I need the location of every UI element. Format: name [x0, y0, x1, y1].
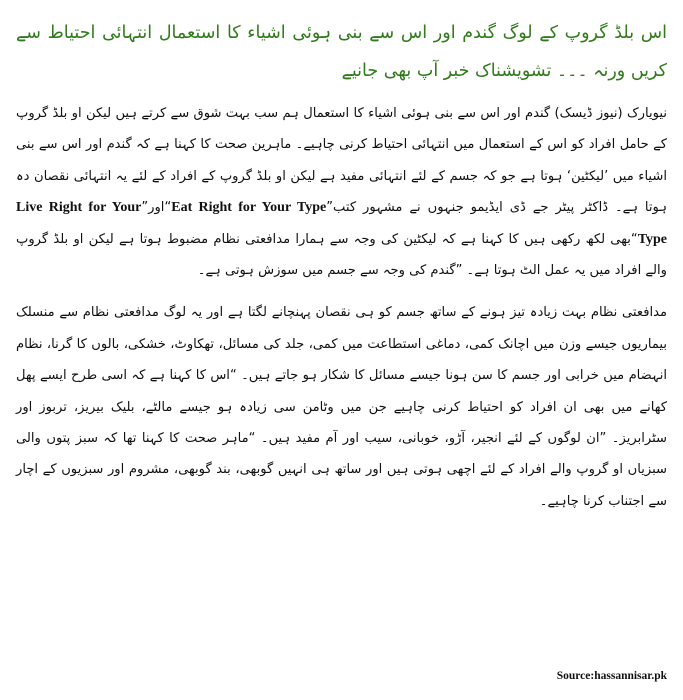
book-title-eat-right: Eat Right for Your Type — [171, 200, 327, 216]
article-headline: اس بلڈ گروپ کے لوگ گندم اور اس سے بنی ہوئی اشیاء کا استعمال انتہائی احتیاط سے کریں ورنہ ۔۔۔ تشویشناک خبر آپ بھی جانیے — [16, 23, 667, 81]
source-credit — [557, 670, 667, 682]
book-title-live-right: Live Right for Your Type — [16, 200, 667, 247]
paragraph-1-text-a: نیویارک (نیوز ڈیسک) گندم اور اس سے بنی ہوئی اشیاء کا استعمال ہم سب بہت شوق سے کرتے ہیں لیکن او بلڈ گروپ کے حامل افراد کو اس کے استعمال میں انتہائی احتیاط کرنی چاہیے۔ ماہرین صحت کا کہنا ہے کہ گندم اور اس سے بنی اشیاء میں ’لیکٹین‘ ہوتا ہے جو کہ جسم کے لئے انتہائی مفید ہے لیکن او بلڈ گروپ کے افراد کے لئے یہ انتہائی نقصان دہ ہوتا ہے۔ ڈاکٹر پیٹر جے ڈی ایڈیمو جنہوں نے مشہور کتب” — [16, 106, 667, 216]
source-site: hassannisar.pk — [594, 670, 667, 682]
paragraph-1-text-b: “اور” — [141, 200, 172, 216]
source-label: Source: — [556, 670, 595, 682]
article — [16, 14, 667, 686]
paragraph-1-text-c: “بھی لکھ رکھی ہیں کا کہنا ہے کہ لیکٹین کی وجہ سے ہمارا مدافعتی نظام مضبوط ہوتا ہے لیکن او بلڈ گروپ والے افراد میں یہ عمل الٹ ہوتا ہے۔ ”گندم کی وجہ سے جسم میں سوزش ہوتی ہے۔ — [16, 231, 667, 279]
article-paragraph-2: مدافعتی نظام بہت زیادہ تیز ہونے کے ساتھ جسم کو ہی نقصان پہنچانے لگتا ہے اور یہ لوگ مدافعتی نظام سے منسلک بیماریوں جیسے وزن میں اچانک کمی، دماغی استطاعت میں کمی، جلد کی مسائل، تھکاوٹ، خشکی، بالوں کا گرنا، نظام انہضام میں خرابی اور جسم کا سن ہونا جیسے مسائل کا شکار ہو جاتے ہیں۔ “اس کا کہنا ہے کہ اسی طرح ایسے پھل کھانے میں بھی ان افراد کو احتیاط کرنی چاہیے جن میں وٹامن سی زیادہ ہو جیسے مالٹے، بلیک بیریز، تربوز اور سٹرابریز۔ ”ان لوگوں کے لئے انجیر، آڑو، خوبانی، سیب اور آم مفید ہیں۔ “ماہر صحت کا کہنا تھا کہ سبز پتوں والی سبزیاں او گروپ والے افراد کے لئے اچھی ہوتی ہیں اور ساتھ ہی انہیں گوبھی، بند گوبھی، مشروم اور سبزیوں کے اچار سے اجتناب کرنا چاہیے۔ — [16, 305, 667, 509]
article-paragraph-1 — [16, 98, 667, 286]
